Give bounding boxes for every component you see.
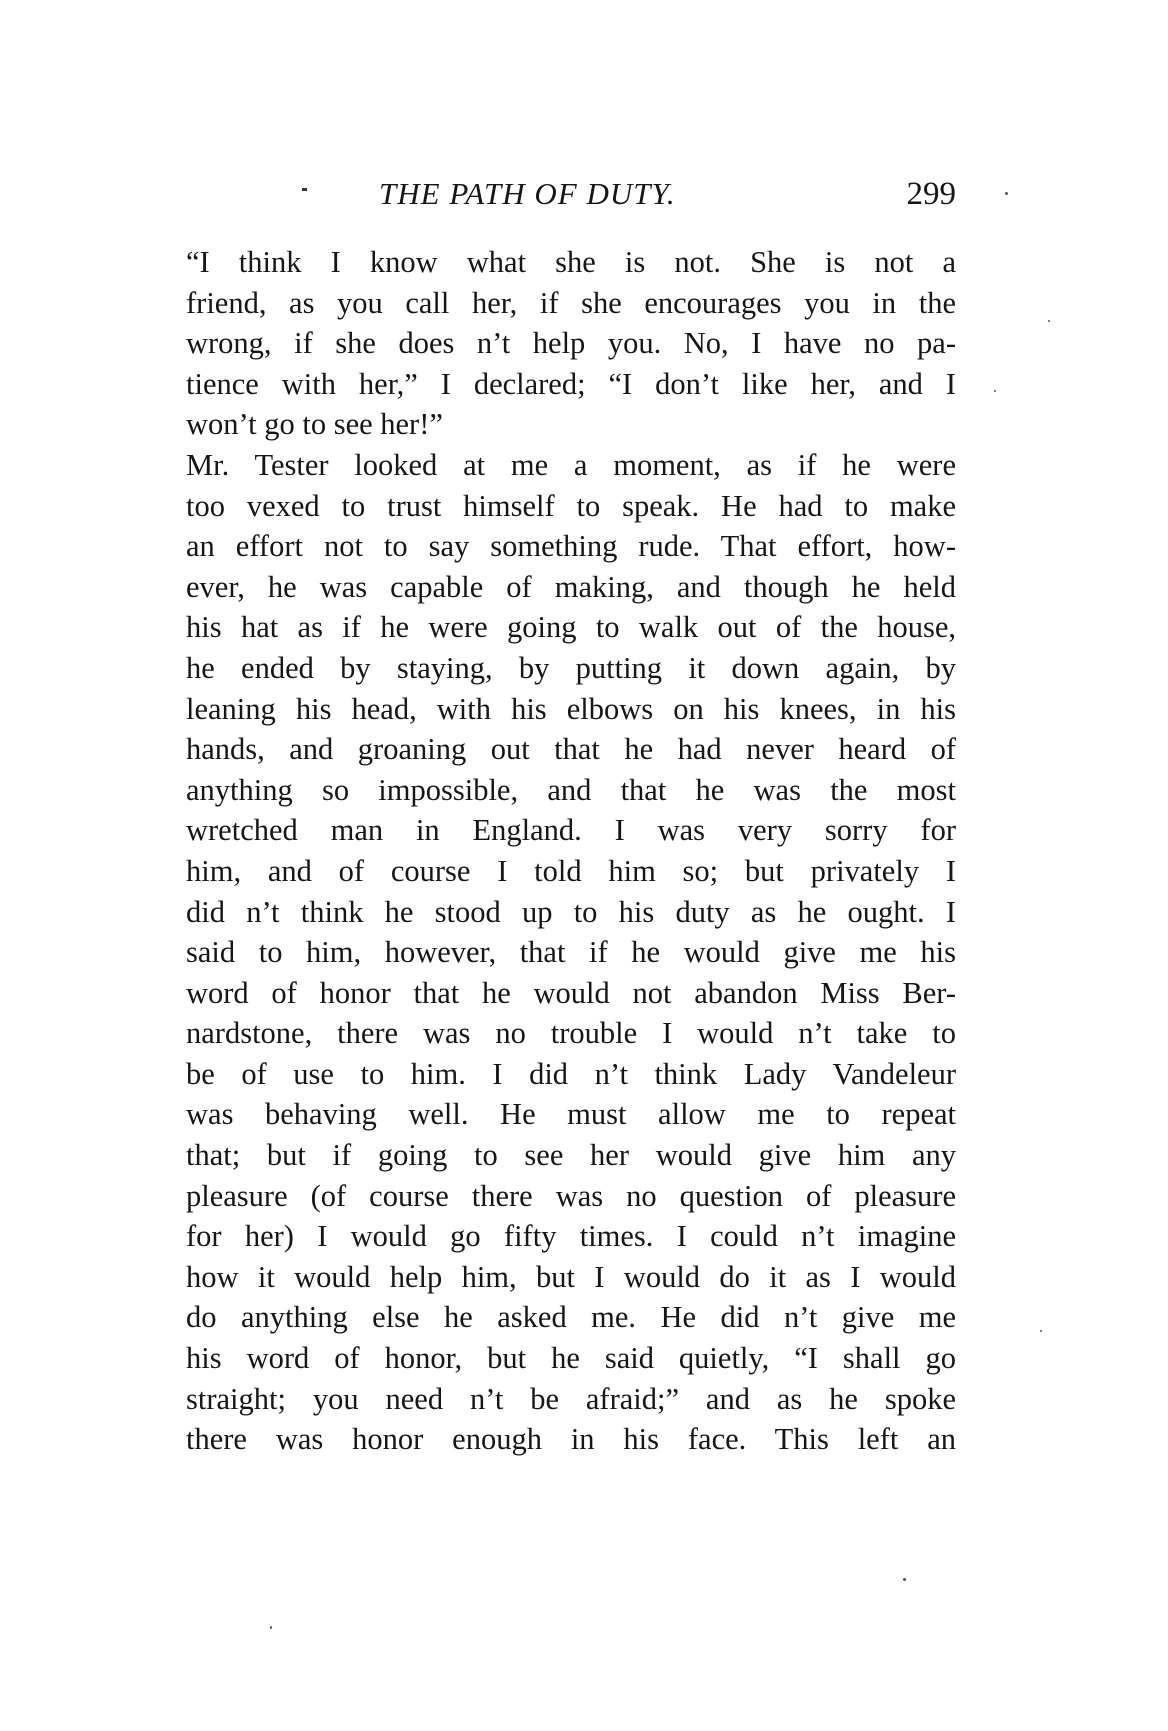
text-line: did n’t think he stood up to his duty as he ought. I [186,894,956,929]
text-line: for her) I would go fifty times. I could n’t imagine [186,1219,956,1254]
text-line: word of honor that he would not abandon Miss Ber- [186,975,956,1010]
text-line: his hat as if he were going to walk out of the house, [186,610,956,645]
text-line: anything so impossible, and that he was the most [186,772,956,807]
scan-speck [903,1578,906,1581]
scan-speck [1005,192,1008,195]
text-line: an effort not to say something rude. That effort, how- [186,529,956,564]
text-line: leaning his head, with his elbows on his knees, in his [186,691,956,726]
scan-speck [1048,320,1050,322]
text-line: tience with her,” I declared; “I don’t like her, and I [186,366,956,401]
text-line: Mr. Tester looked at me a moment, as if he were [186,447,956,482]
text-line: hands, and groaning out that he had never heard of [186,732,956,767]
text-line: too vexed to trust himself to speak. He had to make [186,488,956,523]
scan-speck [994,390,996,392]
text-line: him, and of course I told him so; but privately I [186,853,956,888]
text-line: ever, he was capable of making, and though he held [186,569,956,604]
text-line: won’t go to see her!” [186,407,443,442]
text-line: wretched man in England. I was very sorry for [186,813,956,848]
text-line: there was honor enough in his face. This left an [186,1422,956,1457]
text-line: be of use to him. I did n’t think Lady Vandeleur [186,1056,956,1091]
running-title: THE PATH OF DUTY. [379,176,676,211]
text-line: “I think I know what she is not. She is not a [186,245,956,279]
text-line: that; but if going to see her would give him any [186,1138,956,1173]
text-line: was behaving well. He must allow me to repeat [186,1097,956,1132]
page-header [186,176,956,226]
text-line: do anything else he asked me. He did n’t give me [186,1300,956,1335]
body-text [186,242,956,1460]
text-line: friend, as you call her, if she encourages you in the [186,285,956,320]
text-line: wrong, if she does n’t help you. No, I have no pa- [186,326,956,361]
text-line: how it would help him, but I would do it as I would [186,1259,956,1294]
text-line: nardstone, there was no trouble I would n’t take to [186,1016,956,1051]
text-line: straight; you need n’t be afraid;” and as he spoke [186,1381,956,1416]
text-line: his word of honor, but he said quietly, “I shall go [186,1341,956,1376]
scan-speck [270,1626,272,1629]
text-line: he ended by staying, by putting it down again, by [186,650,956,685]
text-line: said to him, however, that if he would give me his [186,935,956,970]
text-line: pleasure (of course there was no question of pleasure [186,1178,956,1213]
scan-speck [1040,1330,1042,1332]
page-number: 299 [906,176,956,212]
